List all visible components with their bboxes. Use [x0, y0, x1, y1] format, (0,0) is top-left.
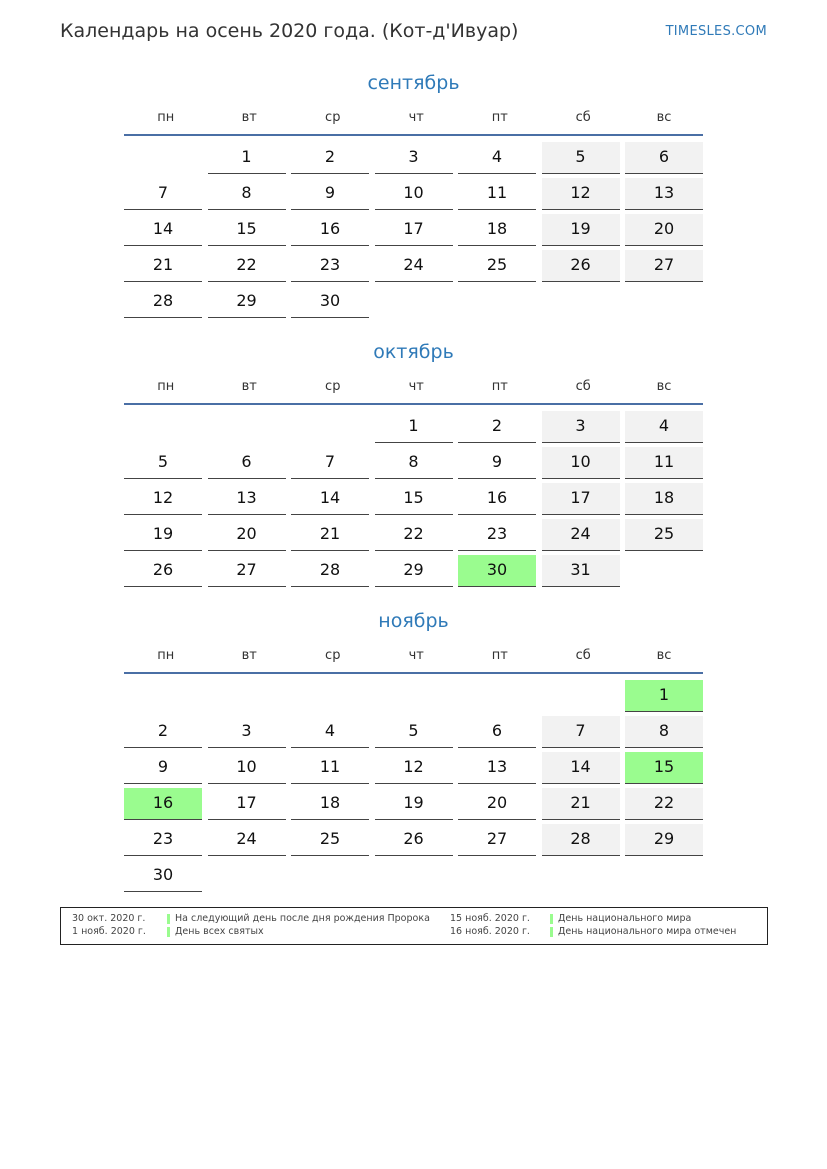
weekend-day-cell: 11 [625, 447, 703, 479]
day-cell: 30 [124, 860, 202, 892]
day-cell: 28 [291, 555, 369, 587]
day-cell: 29 [208, 286, 286, 318]
weekday-label: пт [491, 110, 508, 125]
empty-cell [291, 860, 369, 892]
weekend-day-cell: 21 [542, 788, 620, 820]
weekday-label: вс [656, 110, 672, 125]
day-cell: 18 [458, 214, 536, 246]
empty-cell [208, 860, 286, 892]
day-cell: 11 [291, 752, 369, 784]
weekend-day-cell: 13 [625, 178, 703, 210]
day-cell: 4 [291, 716, 369, 748]
empty-cell [124, 680, 202, 712]
day-cell: 15 [208, 214, 286, 246]
week-row [124, 481, 703, 517]
weekend-day-cell: 27 [625, 250, 703, 282]
week-row [124, 140, 703, 176]
day-cell: 12 [124, 483, 202, 515]
legend-holiday-name: На следующий день после дня рождения Пророка [175, 913, 430, 924]
legend-date: 1 нояб. 2020 г. [72, 926, 146, 937]
weekend-day-cell: 18 [625, 483, 703, 515]
day-cell: 24 [375, 250, 453, 282]
weekday-label: чт [408, 379, 424, 394]
month-block [124, 608, 703, 894]
weekend-day-cell: 28 [542, 824, 620, 856]
empty-cell [208, 680, 286, 712]
legend-color-marker [167, 927, 170, 937]
weekend-day-cell: 31 [542, 555, 620, 587]
weekend-day-cell: 14 [542, 752, 620, 784]
weekend-day-cell: 8 [625, 716, 703, 748]
day-cell: 19 [124, 519, 202, 551]
weekday-label: чт [408, 648, 424, 663]
month-name: октябрь [373, 341, 454, 363]
empty-cell [542, 286, 620, 318]
weekday-label: сб [575, 379, 591, 394]
weekday-label: вт [241, 379, 257, 394]
month-block [124, 70, 703, 320]
day-cell: 8 [208, 178, 286, 210]
empty-cell [124, 411, 202, 443]
day-cell: 3 [375, 142, 453, 174]
week-row [124, 248, 703, 284]
week-row [124, 284, 703, 320]
weekday-label: пт [491, 648, 508, 663]
legend-color-marker [550, 914, 553, 924]
empty-cell [458, 860, 536, 892]
day-cell: 12 [375, 752, 453, 784]
day-cell: 22 [375, 519, 453, 551]
weekend-day-cell: 6 [625, 142, 703, 174]
legend-color-marker [550, 927, 553, 937]
day-cell: 6 [208, 447, 286, 479]
day-cell: 10 [208, 752, 286, 784]
day-cell: 7 [124, 178, 202, 210]
day-cell: 17 [375, 214, 453, 246]
day-cell: 10 [375, 178, 453, 210]
day-cell: 3 [208, 716, 286, 748]
day-cell: 21 [124, 250, 202, 282]
day-cell: 5 [124, 447, 202, 479]
day-cell: 9 [124, 752, 202, 784]
weekday-label: пн [157, 379, 175, 394]
weekend-day-cell: 3 [542, 411, 620, 443]
week-row [124, 409, 703, 445]
day-cell: 15 [375, 483, 453, 515]
week-row [124, 678, 703, 714]
day-cell: 20 [458, 788, 536, 820]
day-cell: 5 [375, 716, 453, 748]
site-link[interactable]: TIMESLES.COM [665, 24, 767, 39]
weekday-label: пн [157, 648, 175, 663]
weekday-header [124, 110, 703, 136]
empty-cell [458, 680, 536, 712]
weekday-label: вс [656, 648, 672, 663]
day-cell: 25 [291, 824, 369, 856]
day-cell: 23 [124, 824, 202, 856]
legend-color-marker [167, 914, 170, 924]
empty-cell [625, 286, 703, 318]
day-cell: 13 [208, 483, 286, 515]
empty-cell [375, 286, 453, 318]
week-row [124, 786, 703, 822]
weekday-label: пн [157, 110, 175, 125]
empty-cell [291, 680, 369, 712]
day-cell: 30 [291, 286, 369, 318]
week-row [124, 750, 703, 786]
weekday-label: чт [408, 110, 424, 125]
day-cell: 14 [124, 214, 202, 246]
day-cell: 8 [375, 447, 453, 479]
holiday-legend [60, 907, 768, 945]
day-cell: 21 [291, 519, 369, 551]
day-cell: 29 [375, 555, 453, 587]
weekday-label: ср [325, 110, 341, 125]
empty-cell [375, 680, 453, 712]
week-row [124, 212, 703, 248]
day-cell: 1 [375, 411, 453, 443]
week-row [124, 714, 703, 750]
week-row [124, 553, 703, 589]
weekday-header [124, 379, 703, 405]
weekend-day-cell: 7 [542, 716, 620, 748]
day-cell: 19 [375, 788, 453, 820]
week-row [124, 517, 703, 553]
day-grid [124, 409, 703, 589]
legend-holiday-name: День национального мира отмечен [558, 926, 737, 937]
day-cell: 18 [291, 788, 369, 820]
empty-cell [542, 860, 620, 892]
weekend-day-cell: 19 [542, 214, 620, 246]
day-cell: 9 [291, 178, 369, 210]
week-row [124, 822, 703, 858]
empty-cell [625, 555, 703, 587]
empty-cell [124, 142, 202, 174]
day-cell: 2 [291, 142, 369, 174]
month-block [124, 339, 703, 589]
day-cell: 22 [208, 250, 286, 282]
weekend-day-cell: 26 [542, 250, 620, 282]
day-cell: 4 [458, 142, 536, 174]
week-row [124, 176, 703, 212]
weekday-label: сб [575, 648, 591, 663]
weekday-label: вт [241, 110, 257, 125]
month-name: сентябрь [367, 72, 460, 94]
day-cell: 6 [458, 716, 536, 748]
legend-date: 15 нояб. 2020 г. [450, 913, 530, 924]
day-cell: 28 [124, 286, 202, 318]
holiday-day-cell: 30 [458, 555, 536, 587]
holiday-day-cell: 15 [625, 752, 703, 784]
legend-date: 30 окт. 2020 г. [72, 913, 146, 924]
day-cell: 2 [124, 716, 202, 748]
day-cell: 13 [458, 752, 536, 784]
day-cell: 2 [458, 411, 536, 443]
weekend-day-cell: 17 [542, 483, 620, 515]
weekday-label: ср [325, 379, 341, 394]
day-cell: 26 [124, 555, 202, 587]
weekend-day-cell: 4 [625, 411, 703, 443]
legend-holiday-name: День всех святых [175, 926, 264, 937]
empty-cell [208, 411, 286, 443]
weekend-day-cell: 10 [542, 447, 620, 479]
day-cell: 17 [208, 788, 286, 820]
legend-date: 16 нояб. 2020 г. [450, 926, 530, 937]
weekend-day-cell: 20 [625, 214, 703, 246]
day-cell: 24 [208, 824, 286, 856]
day-grid [124, 140, 703, 320]
week-row [124, 858, 703, 894]
page-title: Календарь на осень 2020 года. (Кот-д'Ивуар) [60, 20, 519, 42]
weekday-label: вт [241, 648, 257, 663]
weekday-label: вс [656, 379, 672, 394]
weekday-label: сб [575, 110, 591, 125]
day-cell: 26 [375, 824, 453, 856]
month-name: ноябрь [378, 610, 449, 632]
weekend-day-cell: 24 [542, 519, 620, 551]
legend-holiday-name: День национального мира [558, 913, 692, 924]
weekend-day-cell: 5 [542, 142, 620, 174]
weekend-day-cell: 25 [625, 519, 703, 551]
empty-cell [458, 286, 536, 318]
empty-cell [375, 860, 453, 892]
day-cell: 23 [458, 519, 536, 551]
day-cell: 11 [458, 178, 536, 210]
week-row [124, 445, 703, 481]
weekend-day-cell: 22 [625, 788, 703, 820]
holiday-day-cell: 1 [625, 680, 703, 712]
weekend-day-cell: 29 [625, 824, 703, 856]
empty-cell [291, 411, 369, 443]
day-grid [124, 678, 703, 894]
day-cell: 25 [458, 250, 536, 282]
day-cell: 16 [458, 483, 536, 515]
day-cell: 16 [291, 214, 369, 246]
weekday-label: ср [325, 648, 341, 663]
day-cell: 1 [208, 142, 286, 174]
holiday-day-cell: 16 [124, 788, 202, 820]
day-cell: 20 [208, 519, 286, 551]
weekday-label: пт [491, 379, 508, 394]
day-cell: 7 [291, 447, 369, 479]
day-cell: 9 [458, 447, 536, 479]
day-cell: 27 [458, 824, 536, 856]
day-cell: 14 [291, 483, 369, 515]
empty-cell [542, 680, 620, 712]
day-cell: 27 [208, 555, 286, 587]
empty-cell [625, 860, 703, 892]
day-cell: 23 [291, 250, 369, 282]
weekday-header [124, 648, 703, 674]
weekend-day-cell: 12 [542, 178, 620, 210]
